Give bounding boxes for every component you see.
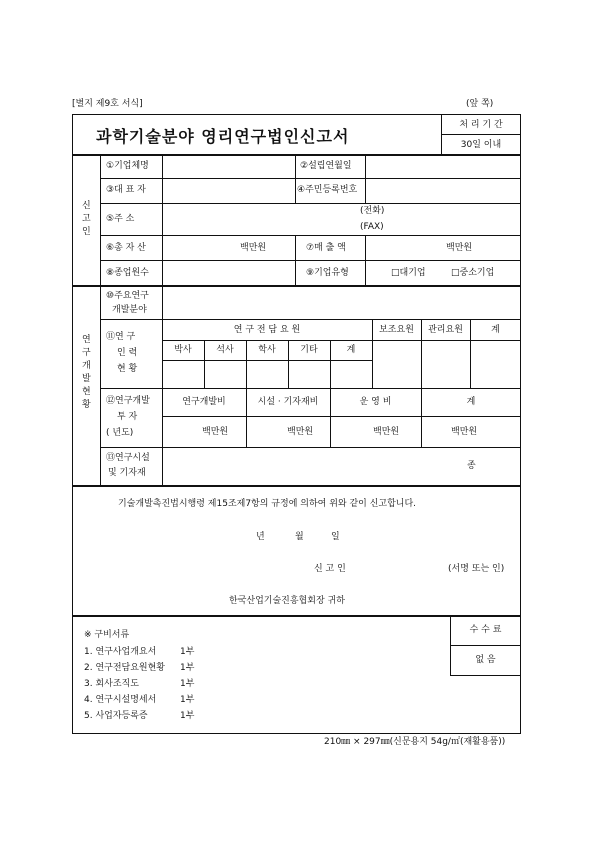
facility-label-1: ⑬연구시설 [106,453,150,463]
date-year: 년 [256,532,265,542]
dedicated-staff-header: 연 구 전 담 요 원 [233,325,301,335]
paper-spec: 210㎜ × 297㎜(신문용지 54g/㎡(재활용품)) [324,737,506,747]
employees-label: ⑧종업원수 [106,268,149,278]
research-section-label: 연 구 개 발 현 황 [82,335,91,410]
document-qty: 1부 [180,711,195,721]
facility-count-unit: 종 [467,461,476,471]
fee-value: 없 음 [475,655,496,665]
staff-label-2: 인 력 [117,348,138,358]
staff-label-1: ⑪연 구 [106,332,136,342]
processing-label: 처 리 기 간 [459,120,503,130]
other-header: 기타 [300,345,318,355]
form-number: [별지 제9호 서식] [72,99,143,109]
date-month: 월 [295,532,304,542]
address-label: ⑤주 소 [106,214,135,224]
fee-label: 수 수 료 [469,625,502,635]
resident-number-label: ④주민등록번호 [297,185,358,195]
investment-label-2: 투 자 [117,412,138,422]
documents-title: ※ 구비서류 [84,630,130,640]
total-assets-label: ⑥총 자 산 [106,243,146,253]
masters-header: 석사 [216,345,234,355]
document-qty: 1부 [180,695,195,705]
operating-cost-unit: 백만원 [373,427,400,437]
company-type-large[interactable]: □대기업 [391,268,426,278]
fax-label: (FAX) [360,222,384,232]
representative-label: ③대 표 자 [106,185,146,195]
operating-cost-header: 운 영 비 [359,397,392,407]
research-field-label-1: ⑩주요연구 [106,291,149,301]
company-name-label: ①기업체명 [106,161,149,171]
document-item: 5. 사업자등록증 [84,711,148,721]
sales-label: ⑦매 출 액 [306,243,346,253]
company-type-label: ⑨기업유형 [306,268,349,278]
document-item: 4. 연구시설명세서 [84,695,157,705]
equipment-cost-header: 시설 · 기자재비 [257,397,319,407]
employees-field[interactable] [163,261,294,284]
investment-label-1: ⑫연구개발 [106,396,150,406]
research-field-input[interactable] [163,286,520,318]
addressee: 한국산업기술진흥협회장 귀하 [229,596,345,606]
phone-label: (전화) [360,206,385,216]
reporter-section-label: 신 고 인 [82,201,91,237]
document-item: 2. 연구전담요원현황 [84,663,166,673]
assistant-staff-header: 보조요원 [379,325,414,335]
research-field-label-2: 개발분야 [112,305,147,315]
address-field[interactable] [163,204,520,234]
document-qty: 1부 [180,647,195,657]
representative-field[interactable] [163,179,294,202]
admin-staff-header: 관리요원 [428,325,463,335]
document-qty: 1부 [180,663,195,673]
bachelors-header: 학사 [258,345,276,355]
investment-total-header: 계 [466,397,476,407]
equipment-cost-unit: 백만원 [287,427,314,437]
form-title: 과학기술분야 영리연구법인신고서 [96,127,350,146]
document-item: 1. 연구사업개요서 [84,647,157,657]
sales-unit: 백만원 [446,243,473,253]
company-name-field[interactable] [163,155,294,177]
date-day: 일 [331,532,340,542]
reporter-signature-label: 신 고 인 [314,564,346,574]
founded-date-field[interactable] [366,155,520,177]
document-item: 3. 회사조직도 [84,679,139,689]
company-type-sme[interactable]: □중소기업 [451,268,495,278]
staff-total-header: 계 [491,325,500,335]
document-qty: 1부 [180,679,195,689]
processing-period: 30일 이내 [460,140,502,150]
subtotal-header: 계 [346,345,356,355]
rnd-cost-unit: 백만원 [202,427,229,437]
founded-date-label: ②설립연월일 [300,161,352,171]
total-assets-unit: 백만원 [240,243,267,253]
signature-note: (서명 또는 인) [448,564,505,574]
declaration-statement: 기술개발촉진법시행령 제15조제7항의 규정에 의하여 위와 같이 신고합니다. [118,499,417,509]
doctorate-header: 박사 [174,345,192,355]
page-side: (앞 쪽) [466,99,494,109]
rnd-cost-header: 연구개발비 [182,397,226,407]
resident-number-field[interactable] [366,179,520,202]
facility-label-2: 및 기자재 [108,468,146,478]
staff-label-3: 현 황 [117,364,138,374]
investment-total-unit: 백만원 [451,427,478,437]
investment-label-3: ( 년도) [106,428,134,438]
